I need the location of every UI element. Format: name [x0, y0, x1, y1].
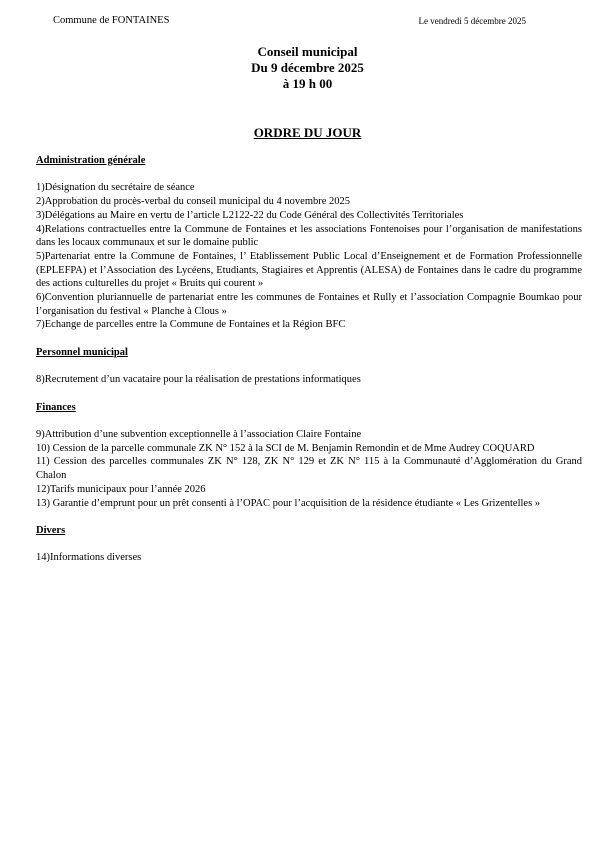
- agenda-item-5: 5)Partenariat entre la Commune de Fontaines, l’ Etablissement Public Local d’Enseignement et de Formation Professionnelle (EPLEFPA) et l’Association des Lycéens, Etudiants, Stagiaires et Apprentis (ALESA) de Fontaines dans le cadre du programme des actions culturelles du projet « Bruits qui courent »: [36, 250, 582, 290]
- agenda-item-14: 14)Informations diverses: [36, 552, 142, 564]
- agenda-item-1: 1)Désignation du secrétaire de séance: [36, 182, 195, 194]
- section-heading-finances: Finances: [36, 401, 76, 413]
- agenda-item-8: 8)Recrutement d’un vacataire pour la réalisation de prestations informatiques: [36, 374, 361, 386]
- agenda-item-4: 4)Relations contractuelles entre la Commune de Fontaines et les associations Fontenoises pour l’organisation de manifestations dans les locaux communaux et sur le domaine public: [36, 223, 582, 249]
- agenda-item-12: 12)Tarifs municipaux pour l’année 2026: [36, 483, 206, 495]
- section-heading-divers: Divers: [36, 524, 66, 536]
- section-heading-personnel: Personnel municipal: [36, 346, 128, 358]
- agenda-item-6: 6)Convention pluriannuelle de partenariat entre les communes de Fontaines et Rully et l’association Compagnie Boumkao pour l’organisation du festival « Planche à Clous »: [36, 292, 582, 317]
- agenda-item-10: 10) Cession de la parcelle communale ZK N° 152 à la SCI de M. Benjamin Remondin et de Mme Audrey COQUARD: [36, 442, 535, 454]
- document-date: Le vendredi 5 décembre 2025: [418, 16, 526, 26]
- agenda-title: ORDRE DU JOUR: [253, 125, 362, 140]
- agenda-item-2: 2)Approbation du procès-verbal du conseil municipal du 4 novembre 2025: [36, 196, 351, 208]
- meeting-title: [0, 44, 615, 92]
- section-heading-administration: Administration générale: [36, 155, 146, 166]
- meeting-title-line3: à 19 h 00: [282, 76, 333, 91]
- commune-name: Commune de FONTAINES: [53, 15, 170, 26]
- agenda-item-7: 7)Echange de parcelles entre la Commune de Fontaines et la Région BFC: [36, 319, 346, 331]
- agenda-item-11: 11) Cession des parcelles communales ZK N° 128, ZK N° 129 et ZK N° 115 à la Communauté d’Agglomération du Grand Chalon: [36, 456, 582, 482]
- agenda-item-9: 9)Attribution d’une subvention exceptionnelle à l’association Claire Fontaine: [36, 428, 362, 440]
- meeting-title-line2: Du 9 décembre 2025: [251, 60, 364, 75]
- agenda-item-3: 3)Délégations au Maire en vertu de l’article L2122-22 du Code Général des Collectivités Territoriales: [36, 209, 464, 221]
- meeting-title-line1: Conseil municipal: [257, 44, 358, 59]
- agenda-content: [36, 154, 582, 565]
- agenda-item-13: 13) Garantie d’emprunt pour un prêt consenti à l’OPAC pour l’acquisition de la résidence étudiante « Les Grizentelles »: [36, 497, 541, 509]
